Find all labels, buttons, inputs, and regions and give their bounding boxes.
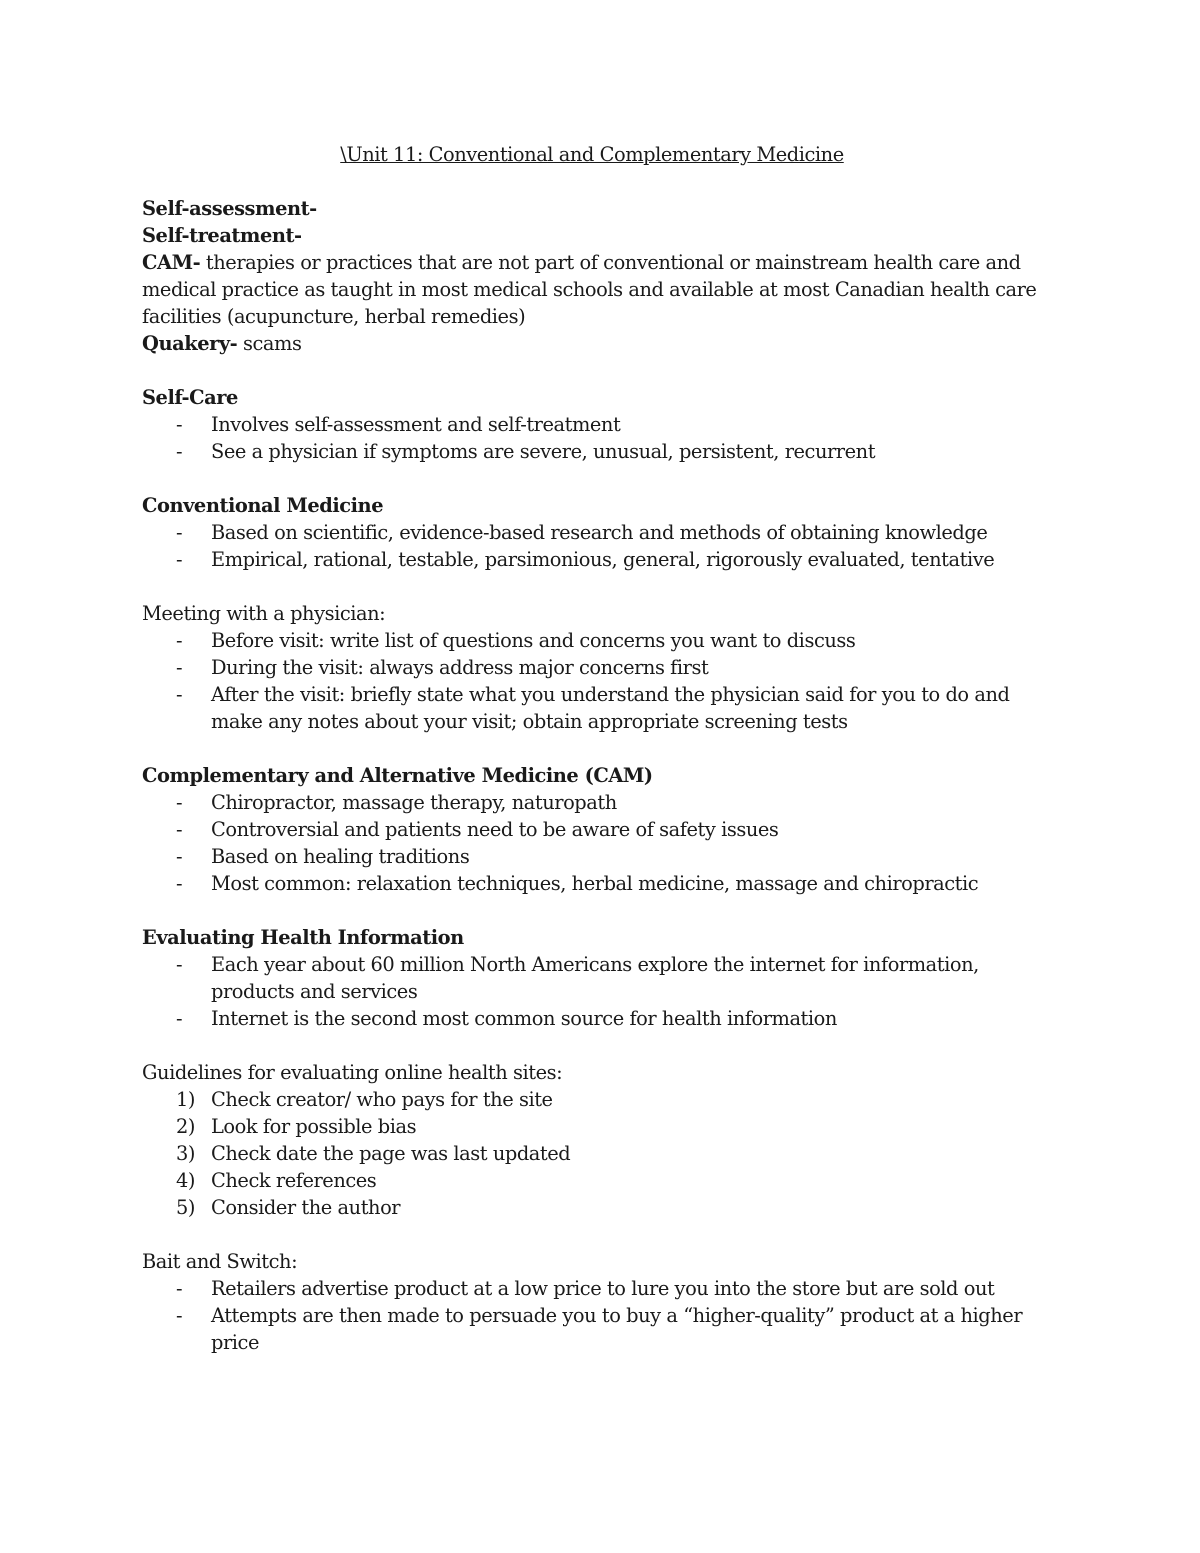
list-item-line: Controversial and patients need to be aware of safety issues [211,818,779,841]
bullet-marker: - [176,521,183,544]
list-item [142,411,1042,438]
list-item-line: Before visit: write list of questions and concerns you want to discuss [211,629,856,652]
list-item [142,870,1042,897]
bullet-marker: - [176,629,183,652]
bullet-marker: - [176,548,183,571]
list-item-text [211,411,1042,438]
list-item-line: Based on healing traditions [211,845,470,868]
bullet-list [142,1275,1042,1356]
item-number: 5) [176,1196,196,1219]
section-cam [142,762,1042,897]
list-item-line: Internet is the second most common source for health information [211,1007,837,1030]
bullet-list [142,627,1042,735]
item-text: Check references [211,1169,377,1192]
list-item [142,627,1042,654]
list-item-line: price [211,1331,259,1354]
section-heading: Complementary and Alternative Medicine (CAM) [142,764,653,787]
list-item-line: After the visit: briefly state what you understand the physician said for you to do and [211,683,1010,706]
bullet-marker: - [176,440,183,463]
list-item [142,681,1042,735]
item-number: 2) [176,1115,196,1138]
bullet-list [142,411,1042,465]
definitions-block [142,195,1042,357]
item-text: Check date the page was last updated [211,1142,571,1165]
list-item-text [211,843,1042,870]
numbered-item [142,1113,1042,1140]
bullet-marker: - [176,1007,183,1030]
definition-line [142,195,1042,222]
bullet-marker: - [176,1304,183,1327]
page-title: \Unit 11: Conventional and Complementary Medicine [340,143,844,166]
list-item-line: Attempts are then made to persuade you to buy a “higher-quality” product at a higher [211,1304,1023,1327]
section-conventional-medicine [142,492,1042,573]
list-item-line: products and services [211,980,418,1003]
bullet-marker: - [176,845,183,868]
list-item-text [211,1302,1042,1356]
definition-text: therapies or practices that are not part of conventional or mainstream health care and [200,251,1021,274]
definition-term: Self-treatment- [142,224,302,247]
list-item [142,951,1042,1005]
list-item [142,438,1042,465]
bullet-marker: - [176,656,183,679]
item-text: Consider the author [211,1196,401,1219]
definition-line [142,330,1042,357]
bullet-marker: - [176,413,183,436]
numbered-item [142,1194,1042,1221]
list-item-line: make any notes about your visit; obtain appropriate screening tests [211,710,848,733]
bullet-list [142,789,1042,897]
definition-term: Quakery- [142,332,238,355]
bullet-marker: - [176,683,183,706]
list-item-line: Based on scientific, evidence-based research and methods of obtaining knowledge [211,521,988,544]
definition-line [142,303,1042,330]
list-item-line: Empirical, rational, testable, parsimonious, general, rigorously evaluated, tentative [211,548,995,571]
section-heading: Self-Care [142,386,238,409]
definition-line [142,276,1042,303]
list-item-text [211,816,1042,843]
section-meeting-physician [142,600,1042,735]
list-item-text [211,1275,1042,1302]
list-item-line: Most common: relaxation techniques, herbal medicine, massage and chiropractic [211,872,979,895]
section-self-care [142,384,1042,465]
section-heading: Conventional Medicine [142,494,384,517]
list-item [142,843,1042,870]
section-heading: Meeting with a physician: [142,602,386,625]
list-item-text [211,681,1042,735]
item-number: 1) [176,1088,196,1111]
section-guidelines [142,1059,1042,1221]
list-item [142,1005,1042,1032]
list-item-text [211,1005,1042,1032]
list-item [142,1275,1042,1302]
list-item-line: Retailers advertise product at a low price to lure you into the store but are sold out [211,1277,995,1300]
bullet-marker: - [176,953,183,976]
list-item-text [211,870,1042,897]
definition-line [142,249,1042,276]
list-item-text [211,546,1042,573]
list-item [142,654,1042,681]
item-text: Look for possible bias [211,1115,417,1138]
list-item [142,519,1042,546]
definition-text: medical practice as taught in most medical schools and available at most Canadian health care [142,278,1037,301]
list-item-line: Chiropractor, massage therapy, naturopath [211,791,617,814]
bullet-list [142,519,1042,573]
list-item [142,546,1042,573]
list-item-line: See a physician if symptoms are severe, unusual, persistent, recurrent [211,440,876,463]
bullet-marker: - [176,872,183,895]
list-item-line: Involves self-assessment and self-treatment [211,413,621,436]
document-page [142,141,1042,1356]
bullet-marker: - [176,818,183,841]
definition-text: scams [237,332,302,355]
numbered-item [142,1086,1042,1113]
numbered-list [142,1086,1042,1221]
bullet-list [142,951,1042,1032]
definition-term: Self-assessment- [142,197,317,220]
definition-term: CAM- [142,251,201,274]
section-evaluating-health-information [142,924,1042,1032]
item-number: 3) [176,1142,196,1165]
definition-line [142,222,1042,249]
list-item-line: During the visit: always address major concerns first [211,656,709,679]
numbered-item [142,1167,1042,1194]
section-heading: Bait and Switch: [142,1250,298,1273]
section-heading: Evaluating Health Information [142,926,464,949]
list-item-text [211,789,1042,816]
list-item-text [211,654,1042,681]
bullet-marker: - [176,1277,183,1300]
item-number: 4) [176,1169,196,1192]
section-bait-and-switch [142,1248,1042,1356]
list-item-text [211,627,1042,654]
numbered-item [142,1140,1042,1167]
list-item-line: Each year about 60 million North Americans explore the internet for information, [211,953,979,976]
definition-text: facilities (acupuncture, herbal remedies) [142,305,526,328]
list-item [142,1302,1042,1356]
list-item [142,789,1042,816]
section-heading: Guidelines for evaluating online health sites: [142,1061,563,1084]
list-item-text [211,519,1042,546]
item-text: Check creator/ who pays for the site [211,1088,553,1111]
list-item-text [211,438,1042,465]
list-item [142,816,1042,843]
bullet-marker: - [176,791,183,814]
list-item-text [211,951,1042,1005]
